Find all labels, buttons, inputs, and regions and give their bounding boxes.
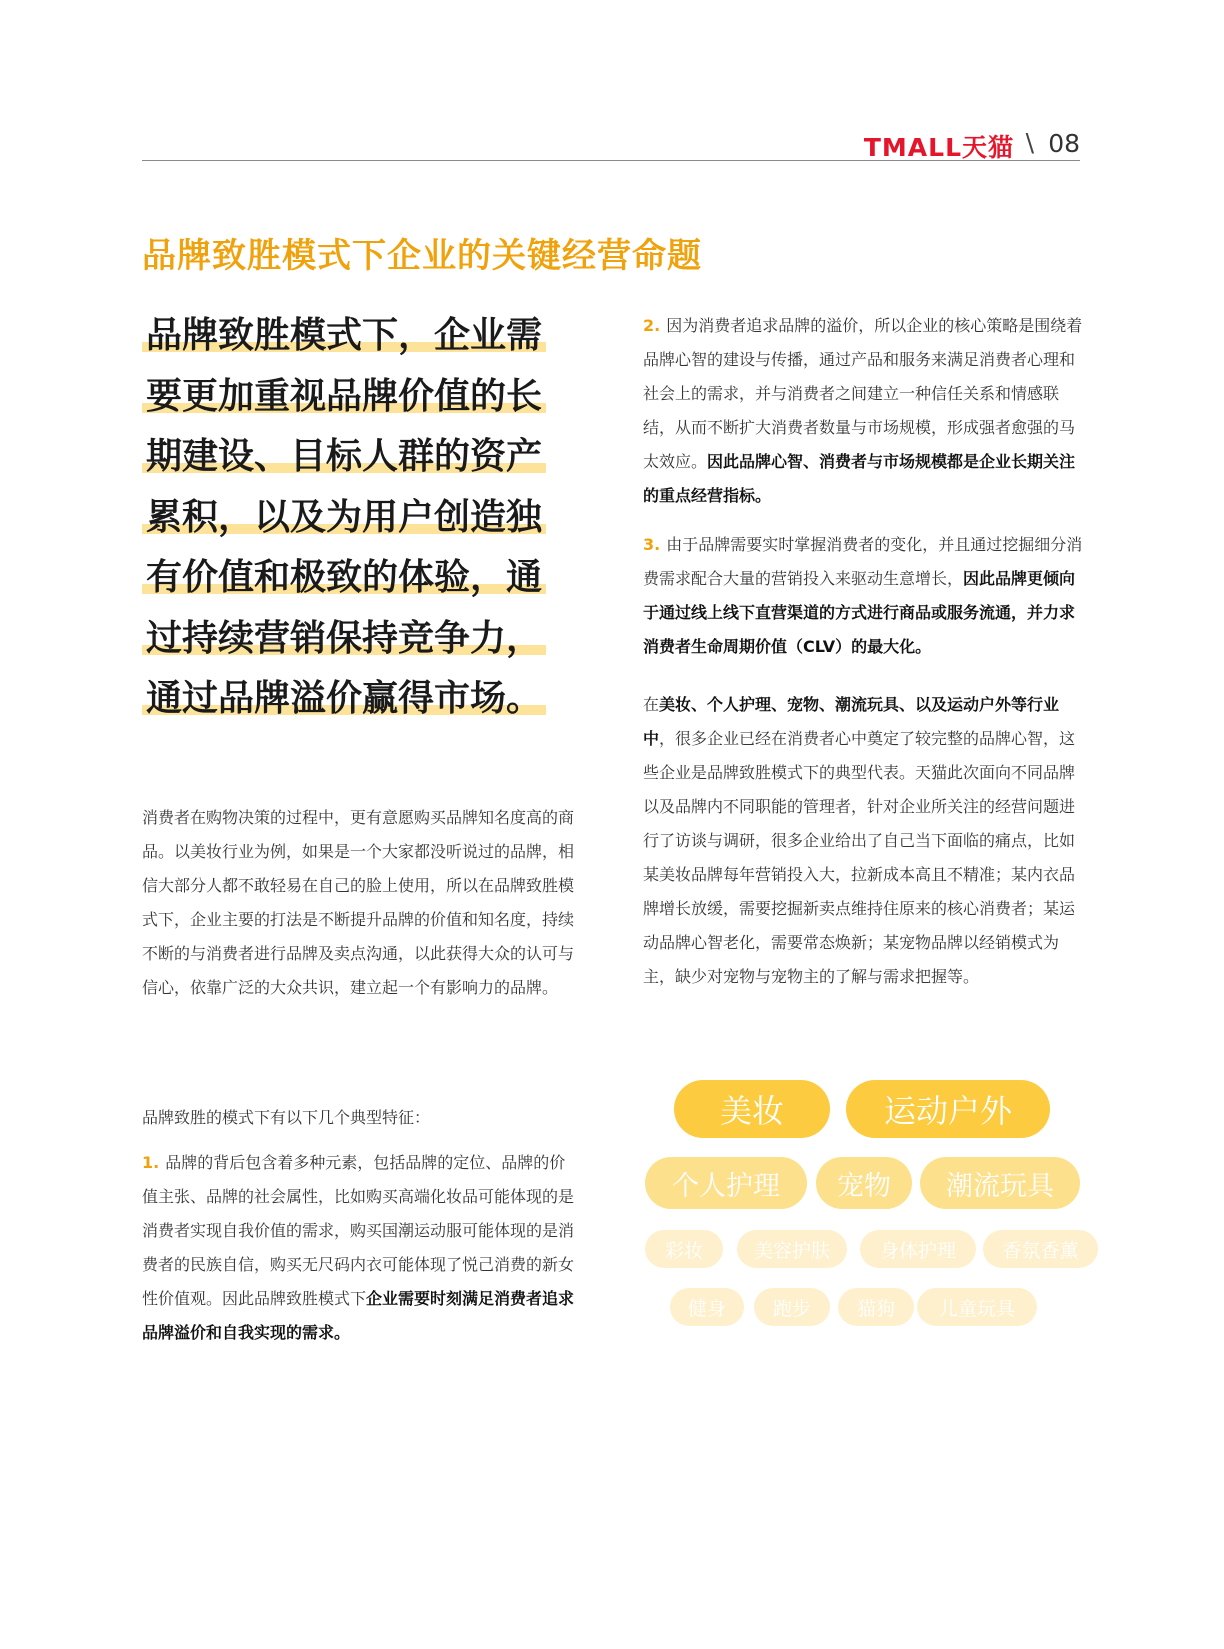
tag-kids-toys: 儿童玩具: [917, 1288, 1037, 1326]
point-number: 1.: [142, 1153, 160, 1172]
point-number: 2.: [643, 316, 661, 335]
feature-point-2: [643, 309, 1083, 513]
header-separator: \: [1025, 128, 1034, 157]
tag-skincare: 美容护肤: [737, 1230, 847, 1268]
tag-makeup: 彩妆: [645, 1230, 723, 1268]
pull-quote: [142, 306, 567, 730]
industry-paragraph: [643, 688, 1083, 994]
features-heading: 品牌致胜的模式下有以下几个典型特征：: [142, 1108, 431, 1127]
quote-line: 通过品牌溢价赢得市场。: [142, 678, 546, 719]
tag-beauty: 美妆: [674, 1080, 830, 1138]
feature-point-1: [142, 1146, 578, 1350]
quote-line: 品牌致胜模式下，企业需: [142, 315, 546, 356]
quote-line: 累积，以及为用户创造独: [142, 497, 546, 538]
tmall-logo: TMALL天猫: [863, 133, 1014, 162]
tag-fragrance: 香氛香薰: [983, 1230, 1098, 1268]
page-number: 08: [1048, 129, 1080, 158]
tag-personal-care: 个人护理: [645, 1157, 807, 1209]
point-text: 由于品牌需要实时掌握消费者的变化，并且通过挖掘细分消费需求配合大量的营销投入来驱动生意增长，: [643, 535, 1083, 588]
point-emphasis: 因此品牌更倾向于通过线上线下直营渠道的方式进行商品或服务流通，并力求消费者生命周期价值（CLV）的最大化。: [643, 569, 1076, 656]
quote-line: 过持续营销保持竞争力，: [142, 618, 546, 659]
point-emphasis: 因此品牌心智、消费者与市场规模都是企业长期关注的重点经营指标。: [643, 452, 1076, 505]
tag-trendy-toys: 潮流玩具: [920, 1157, 1080, 1209]
tag-pets: 宠物: [816, 1157, 912, 1209]
intro-paragraph: 消费者在购物决策的过程中，更有意愿购买品牌知名度高的商品。以美妆行业为例，如果是一个大家都没听说过的品牌，相信大部分人都不敢轻易在自己的脸上使用，所以在品牌致胜模式下，企业主要的打法是不断提升品牌的价值和知名度，持续不断的与消费者进行品牌及卖点沟通，以此获得大众的认可与信心，依靠广泛的大众共识，建立起一个有影响力的品牌。: [142, 808, 575, 997]
point-emphasis: 企业需要时刻满足消费者追求品牌溢价和自我实现的需求。: [142, 1289, 575, 1342]
quote-line: 有价值和极致的体验，通: [142, 557, 546, 598]
point-number: 3.: [643, 535, 661, 554]
quote-line: 期建设、目标人群的资产: [142, 436, 546, 477]
point-text: 品牌的背后包含着多种元素，包括品牌的定位、品牌的价值主张、品牌的社会属性，比如购买高端化妆品可能体现的是消费者实现自我价值的需求，购买国潮运动服可能体现的是消费者的民族自信，购买无尺码内衣可能体现了悦己消费的新女性价值观。因此品牌致胜模式下: [142, 1153, 575, 1308]
tag-fitness: 健身: [670, 1288, 744, 1326]
tag-running: 跑步: [754, 1288, 830, 1326]
section-title: 品牌致胜模式下企业的关键经营命题: [142, 236, 702, 276]
industry-emphasis: 美妆、个人护理、宠物、潮流玩具、以及运动户外等行业中: [643, 695, 1060, 748]
quote-line: 要更加重视品牌价值的长: [142, 376, 546, 417]
industry-text: ，很多企业已经在消费者心中奠定了较完整的品牌心智，这些企业是品牌致胜模式下的典型代表。天猫此次面向不同品牌以及品牌内不同职能的管理者，针对企业所关注的经营问题进行了访谈与调研，很多企业给出了自己当下面临的痛点，比如某美妆品牌每年营销投入大，拉新成本高且不精准；某内衣品牌增长放缓，需要挖掘新卖点维持住原来的核心消费者；某运动品牌心智老化，需要常态焕新；某宠物品牌以经销模式为主，缺少对宠物与宠物主的了解与需求把握等。: [643, 729, 1076, 986]
industry-prefix: 在: [643, 695, 660, 714]
page-header: [142, 118, 1080, 161]
tag-body-care: 身体护理: [860, 1230, 976, 1268]
tag-cats-dogs: 猫狗: [838, 1288, 914, 1326]
tag-outdoor-sports: 运动户外: [846, 1080, 1050, 1138]
feature-point-3: [643, 528, 1083, 664]
point-text: 因为消费者追求品牌的溢价，所以企业的核心策略是围绕着品牌心智的建设与传播，通过产品和服务来满足消费者心理和社会上的需求，并与消费者之间建立一种信任关系和情感联结，从而不断扩大消费者数量与市场规模，形成强者愈强的马太效应。: [643, 316, 1083, 471]
